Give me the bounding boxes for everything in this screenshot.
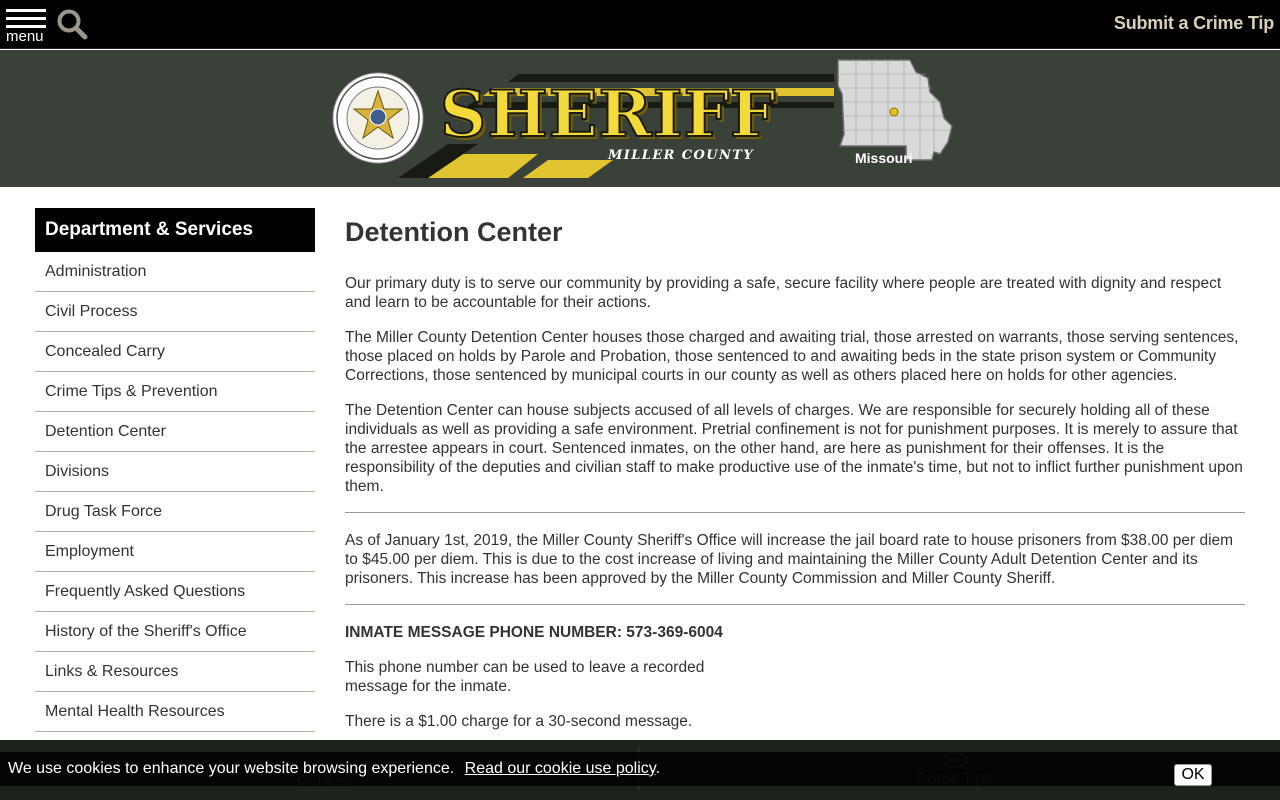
top-bar: [0, 0, 1280, 49]
hamburger-icon-bar: [6, 17, 46, 20]
cookie-message: We use cookies to enhance your website browsing experience.: [8, 760, 455, 777]
search-button[interactable]: [55, 8, 89, 42]
divider: [345, 512, 1245, 513]
intro-paragraph: Our primary duty is to serve our community by providing a safe, secure facility where people are treated with dignity and respect and learn to be accountable for their actions.: [345, 275, 1222, 311]
cookie-banner: [0, 752, 1280, 786]
magnifier-icon: [55, 8, 89, 42]
sidebar-item-concealed-carry[interactable]: Concealed Carry: [35, 332, 315, 372]
sidebar-item-divisions[interactable]: Divisions: [35, 452, 315, 492]
sidebar-item-links[interactable]: Links & Resources: [35, 652, 315, 692]
sidebar-item-drug-task-force[interactable]: Drug Task Force: [35, 492, 315, 532]
missouri-map-icon: [836, 58, 954, 162]
sidebar-title: Department & Services: [35, 208, 315, 252]
page-title: Detention Center: [345, 217, 563, 247]
sidebar-item-civil-process[interactable]: Civil Process: [35, 292, 315, 332]
sidebar-item-administration[interactable]: Administration: [35, 252, 315, 292]
hamburger-icon: [6, 9, 46, 12]
phone-note: This phone number can be used to leave a recorded message for the inmate.: [345, 659, 705, 695]
sheriff-logo-word: SHERIFF: [440, 77, 777, 152]
charges-paragraph: The Detention Center can house subjects accused of all levels of charges. We are responsible for securely holding all of these individuals as well as providing a safe environment. Pretrial confinement is not for punishment purposes. It is merely to assure that the arrestee appears in court. Sentenced inmates, on the other hand, are here as punishment for their offenses. It is the responsibility of the deputies and civilian staff to make productive use of the inmate's time, but not to inflict further punishment upon them.: [345, 402, 1243, 495]
menu-label: menu: [6, 28, 44, 45]
inmate-phone-number: INMATE MESSAGE PHONE NUMBER: 573-369-6004: [345, 624, 723, 641]
menu-button[interactable]: [4, 6, 48, 46]
sidebar-item-employment[interactable]: Employment: [35, 532, 315, 572]
housing-paragraph: The Miller County Detention Center houses those charged and awaiting trial, those arrested on warrants, those serving sentences, those placed on holds by Parole and Probation, those sentenced to and awaiting beds in the state prison system or Community Corrections, those sentenced by municipal courts in our county as well as others placed here on holds for other agencies.: [345, 329, 1239, 384]
divider: [345, 604, 1245, 605]
board-rate-paragraph: As of January 1st, 2019, the Miller County Sheriff's Office will increase the jail board rate to house prisoners from $38.00 per diem to $45.00 per diem. This is due to the cost increase of living and maintaining the Miller County Adult Detention Center and its prisoners. This increase has been approved by the Miller County Commission and Miller County Sheriff.: [345, 532, 1234, 587]
sidebar-item-history[interactable]: History of the Sheriff's Office: [35, 612, 315, 652]
logo-county-name: MILLER COUNTY: [608, 148, 755, 163]
cookie-suffix: .: [655, 760, 661, 777]
header-banner: [0, 50, 1280, 187]
state-label: Missouri: [855, 150, 913, 166]
sidebar-item-crime-tips[interactable]: Crime Tips & Prevention: [35, 372, 315, 412]
cookie-policy-link[interactable]: Read our cookie use policy: [464, 760, 656, 777]
sidebar-list: [35, 252, 315, 732]
charge-note: There is a $1.00 charge for a 30-second message.: [345, 713, 693, 730]
submit-crime-tip-link[interactable]: Submit a Crime Tip: [1113, 13, 1274, 33]
sidebar-item-mental-health[interactable]: Mental Health Resources: [35, 692, 315, 732]
cookie-ok-button[interactable]: OK: [1174, 764, 1212, 786]
sidebar-item-faq[interactable]: Frequently Asked Questions: [35, 572, 315, 612]
main-content: [345, 214, 1245, 747]
sidebar-item-detention-center[interactable]: Detention Center: [35, 412, 315, 452]
sidebar-nav: [35, 208, 315, 732]
